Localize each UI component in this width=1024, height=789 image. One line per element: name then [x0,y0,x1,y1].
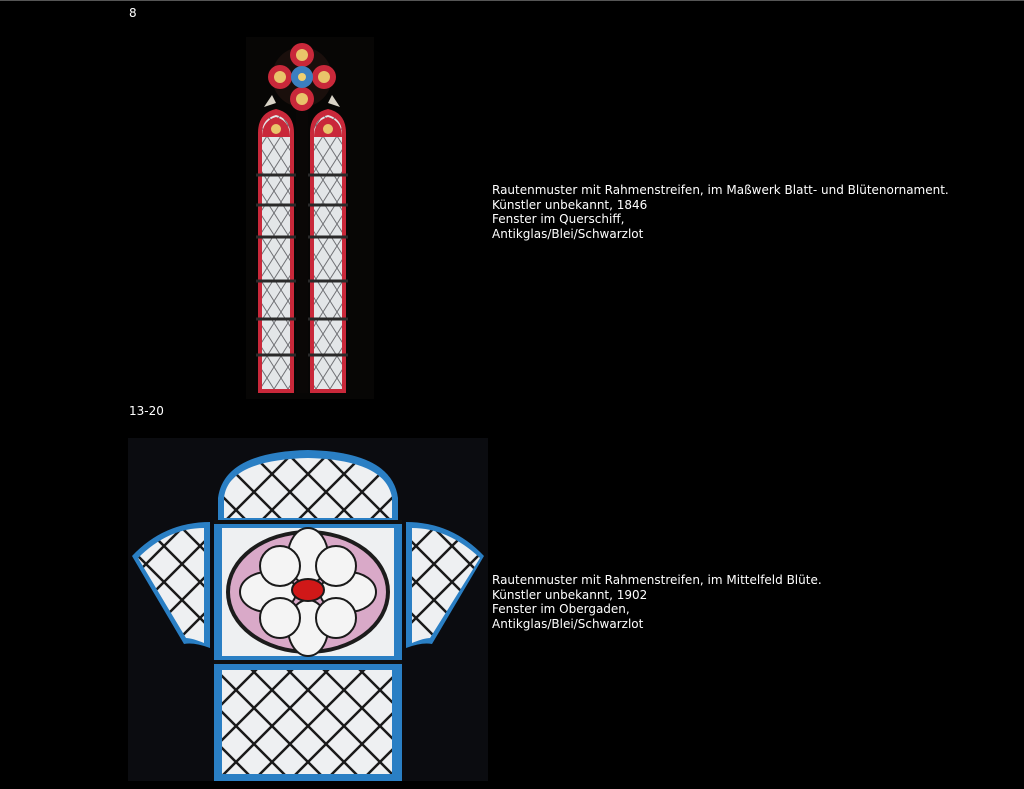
stained-glass-photo [128,438,488,781]
caption-location: Fenster im Obergaden, [492,602,630,616]
caption-material: Antikglas/Blei/Schwarzlot [492,226,644,241]
lancet-left [258,109,294,393]
entry-number: 8 [129,6,137,20]
window-illustration [246,37,374,399]
lancet-right [310,109,346,393]
caption-artist-date: Künstler unbekannt, 1846 [492,197,648,212]
blossom-panel [214,522,402,662]
caption [492,573,822,631]
caption-title: Rautenmuster mit Rahmenstreifen, im Mittelfeld Blüte. [492,573,822,587]
caption-location: Fenster im Querschiff, [492,212,625,226]
window-illustration [128,438,488,781]
caption-artist-date: Künstler unbekannt, 1902 [492,587,648,602]
caption [492,183,949,241]
lower-panel [214,662,402,781]
entry-number: 13-20 [129,404,164,418]
caption-title: Rautenmuster mit Rahmenstreifen, im Maßwerk Blatt- und Blütenornament. [492,183,949,197]
caption-material: Antikglas/Blei/Schwarzlot [492,616,644,631]
stained-glass-photo [246,37,374,399]
